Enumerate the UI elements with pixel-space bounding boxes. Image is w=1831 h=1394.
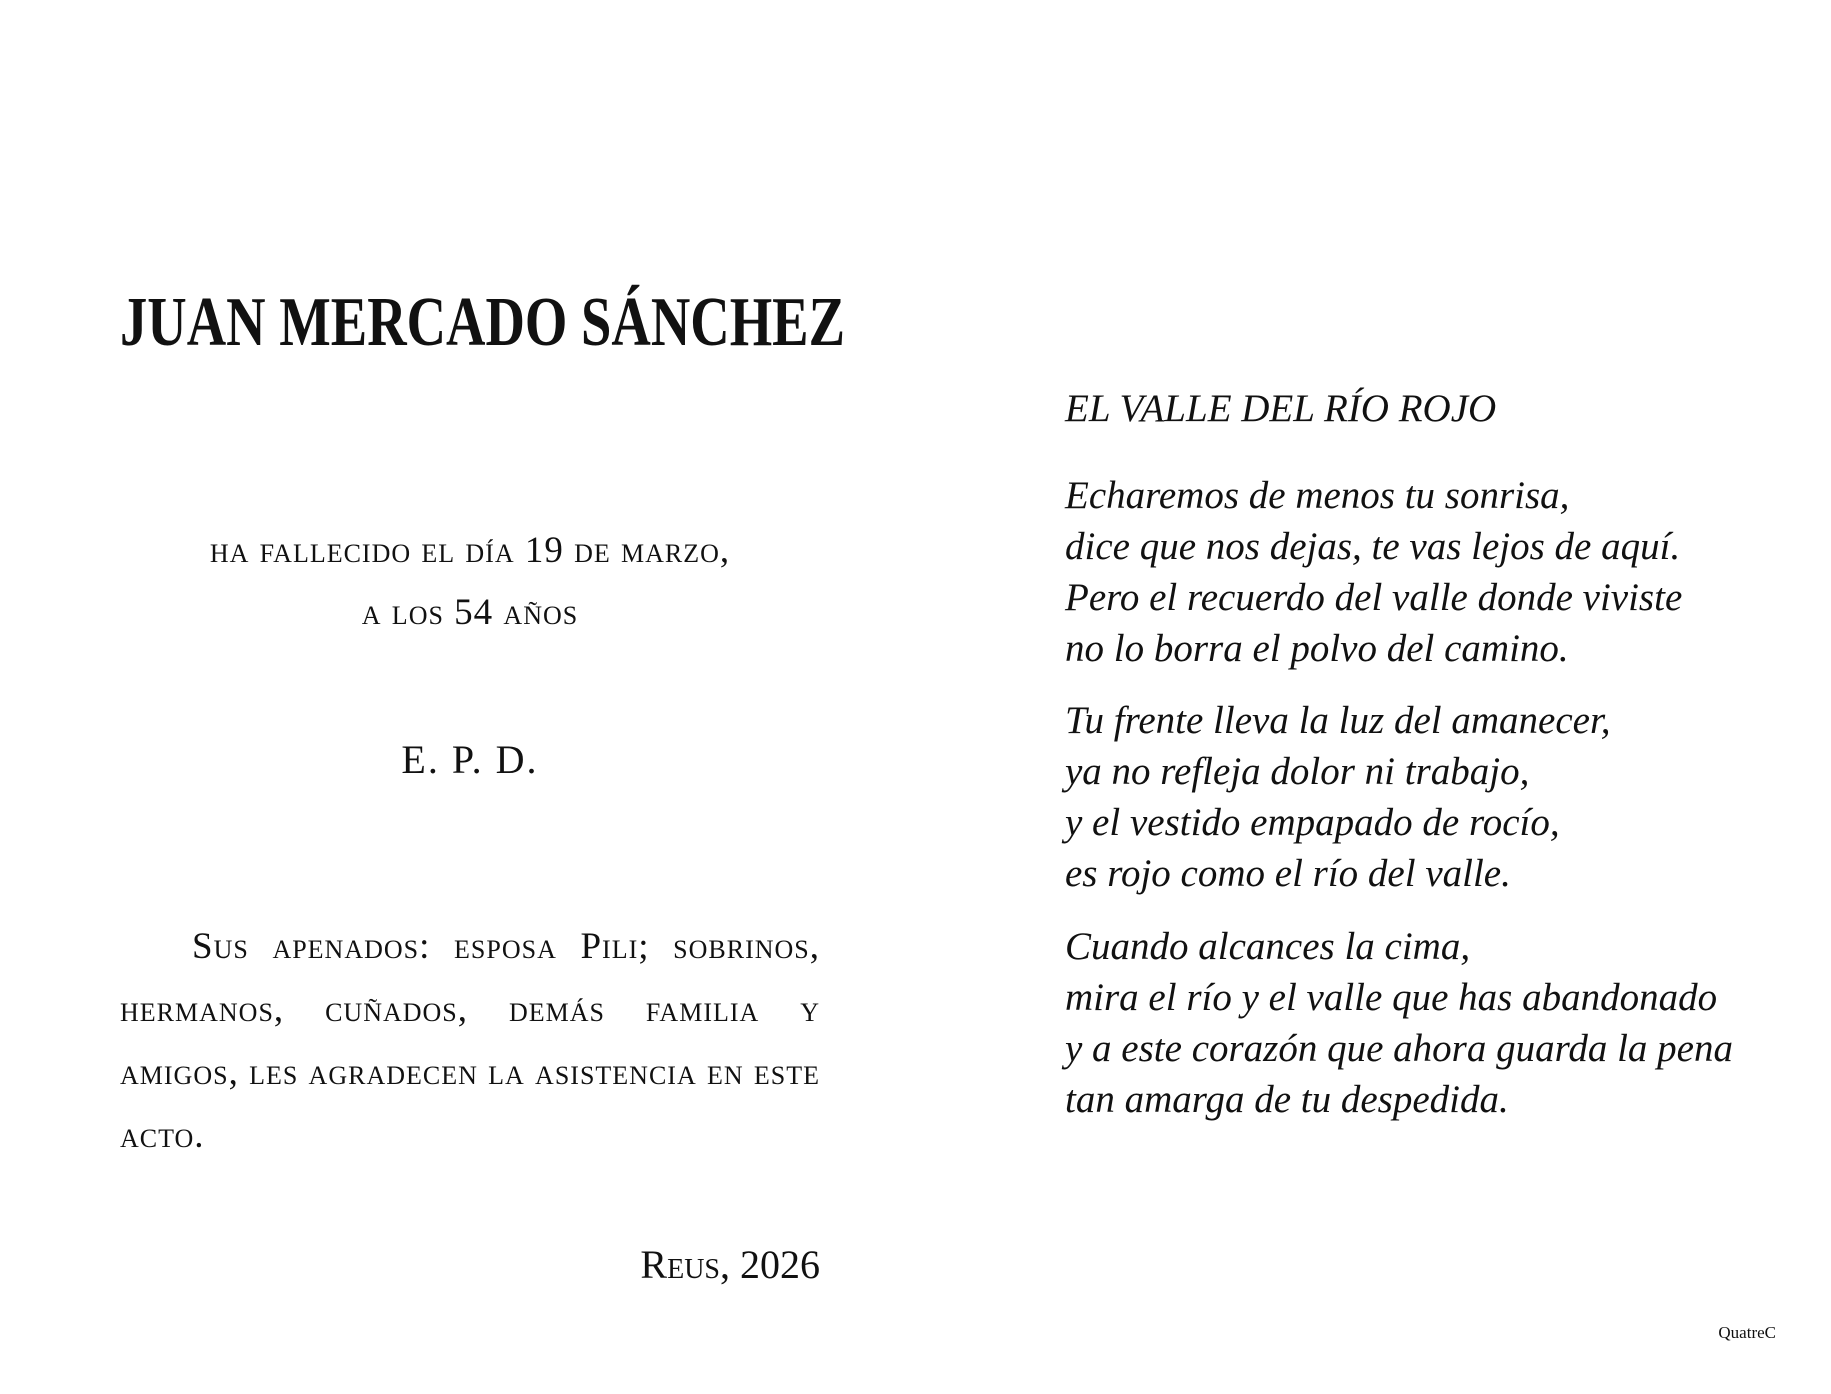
- card-right-panel: [1065, 0, 1805, 1394]
- mourners-paragraph: Sus apenados: esposa Pili; sobrinos, hermanos, cuñados, demás familia y amigos, les agradecen la asistencia en este acto.: [120, 926, 820, 1156]
- poem-stanza-1: [1065, 470, 1682, 674]
- poem-line: y a este corazón que ahora guarda la pena: [1065, 1027, 1733, 1070]
- announcement-line-age: a los 54 años: [361, 592, 579, 633]
- poem-line: Echaremos de menos tu sonrisa,: [1065, 474, 1570, 517]
- poem-line: dice que nos dejas, te vas lejos de aquí.: [1065, 525, 1681, 568]
- deceased-name: JUAN MERCADO SÁNCHEZ: [120, 284, 845, 361]
- announcement-line-date: ha fallecido el día 19 de marzo,: [209, 530, 731, 571]
- card-left-panel: [120, 0, 845, 1394]
- poem-line: no lo borra el polvo del camino.: [1065, 627, 1569, 670]
- poem-line: tan amarga de tu despedida.: [1065, 1078, 1509, 1121]
- printer-mark: QuatreC: [1718, 1323, 1776, 1342]
- death-announcement: [120, 520, 820, 644]
- poem-title: EL VALLE DEL RÍO ROJO: [1065, 387, 1497, 430]
- poem-line: Pero el recuerdo del valle donde viviste: [1065, 576, 1683, 619]
- poem-stanza-2: [1065, 695, 1611, 899]
- poem-line: y el vestido empapado de rocío,: [1065, 801, 1560, 844]
- poem-line: Tu frente lleva la luz del amanecer,: [1065, 699, 1611, 742]
- poem-line: es rojo como el río del valle.: [1065, 852, 1511, 895]
- poem-line: ya no refleja dolor ni trabajo,: [1065, 750, 1530, 793]
- rip-initials: E. P. D.: [401, 737, 539, 782]
- place-date: Reus, 2026: [640, 1242, 820, 1287]
- poem-line: mira el río y el valle que has abandonado: [1065, 976, 1718, 1019]
- poem-line: Cuando alcances la cima,: [1065, 925, 1471, 968]
- poem-stanza-3: [1065, 921, 1733, 1125]
